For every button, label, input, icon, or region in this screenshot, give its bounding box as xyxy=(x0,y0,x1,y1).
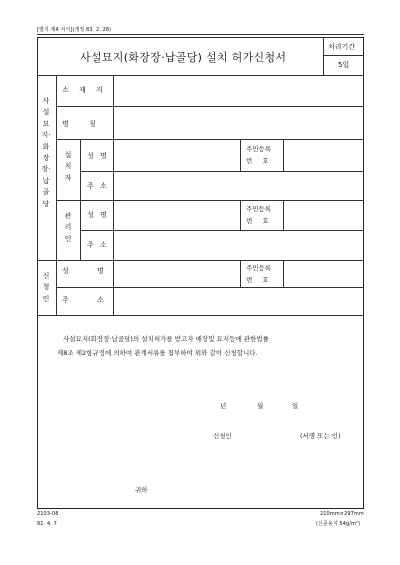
installer-name-label: 성 명 xyxy=(87,152,107,160)
installer-reg-left xyxy=(240,139,241,171)
processing-value: 5일 xyxy=(338,61,350,69)
footer-date: 81. 4. 7 xyxy=(37,521,57,527)
section-main-label: 사설묘지·화장장·납골당 xyxy=(41,97,51,208)
form-title: 사설묘지(화장장·납골당) 설치 허가신청서 xyxy=(80,51,287,64)
section-main-divider xyxy=(56,75,57,260)
applicant-reg-label-1: 주민등록 xyxy=(246,264,272,272)
section-main-bottom-line xyxy=(37,260,364,261)
applicant-mid-line xyxy=(56,287,364,288)
form-reference: [별지 제4 서식](개정 83. 2. 28) xyxy=(37,27,112,33)
processing-inner-line xyxy=(323,55,364,56)
installer-bottom-line xyxy=(56,200,364,201)
statement-line-2: 제8조 제2항규정에 의하여 관계서류를 첨부하여 위와 같이 신청합니다. xyxy=(57,349,258,357)
manager-reg-label-2: 번 호 xyxy=(246,217,269,225)
footer-paper-weight: (신문용지 54g/m²) xyxy=(316,521,361,527)
manager-reg-right xyxy=(283,200,284,230)
signature-note: (서명 또는 인) xyxy=(300,432,341,440)
date-month: 월 xyxy=(257,402,264,410)
footer-code: 2103-08 xyxy=(37,511,59,517)
manager-mid-line xyxy=(80,230,364,231)
installer-reg-label-1: 주민등록 xyxy=(246,145,272,153)
installer-mid-line xyxy=(80,171,364,172)
signature-label: 신청인 xyxy=(213,432,232,440)
processing-label: 처리기간 xyxy=(328,43,356,51)
applicant-name-label: 성 명 xyxy=(62,267,104,275)
applicant-bottom-line xyxy=(37,315,364,316)
title-bottom-line xyxy=(37,75,364,76)
installer-reg-label-2: 번 호 xyxy=(246,157,269,165)
installer-address-label: 주 소 xyxy=(87,182,107,190)
addressee: 귀하 xyxy=(135,486,148,494)
installer-label: 설치자 xyxy=(64,151,72,182)
manager-reg-label-1: 주민등록 xyxy=(246,205,272,213)
facility-name-label: 명 칭 xyxy=(62,120,96,128)
manager-name-label: 성 명 xyxy=(87,211,107,219)
applicant-reg-left xyxy=(240,260,241,287)
applicant-reg-right xyxy=(283,260,284,287)
applicant-reg-label-2: 번 호 xyxy=(246,276,269,284)
name-row-line xyxy=(56,139,364,140)
date-year: 년 xyxy=(220,402,227,410)
manager-address-label: 주 소 xyxy=(87,241,107,249)
manager-reg-left xyxy=(240,200,241,230)
processing-divider xyxy=(323,37,324,75)
label-column-divider xyxy=(113,75,114,260)
manager-label: 관리인 xyxy=(64,212,72,243)
location-label: 소 재 지 xyxy=(62,86,107,94)
installer-reg-right xyxy=(283,139,284,171)
date-day: 일 xyxy=(292,402,299,410)
statement-line-1: 사설묘지(화장장·납골당)의 설치허가를 받고자 매장및 묘지등에 관한법률 xyxy=(63,335,269,343)
applicant-section-label: 신청인 xyxy=(42,272,50,303)
location-row-line xyxy=(56,106,364,107)
top-rule xyxy=(37,34,364,35)
footer-paper-size: 210mm×297mm xyxy=(320,511,364,517)
applicant-address-label: 주 소 xyxy=(62,296,104,304)
